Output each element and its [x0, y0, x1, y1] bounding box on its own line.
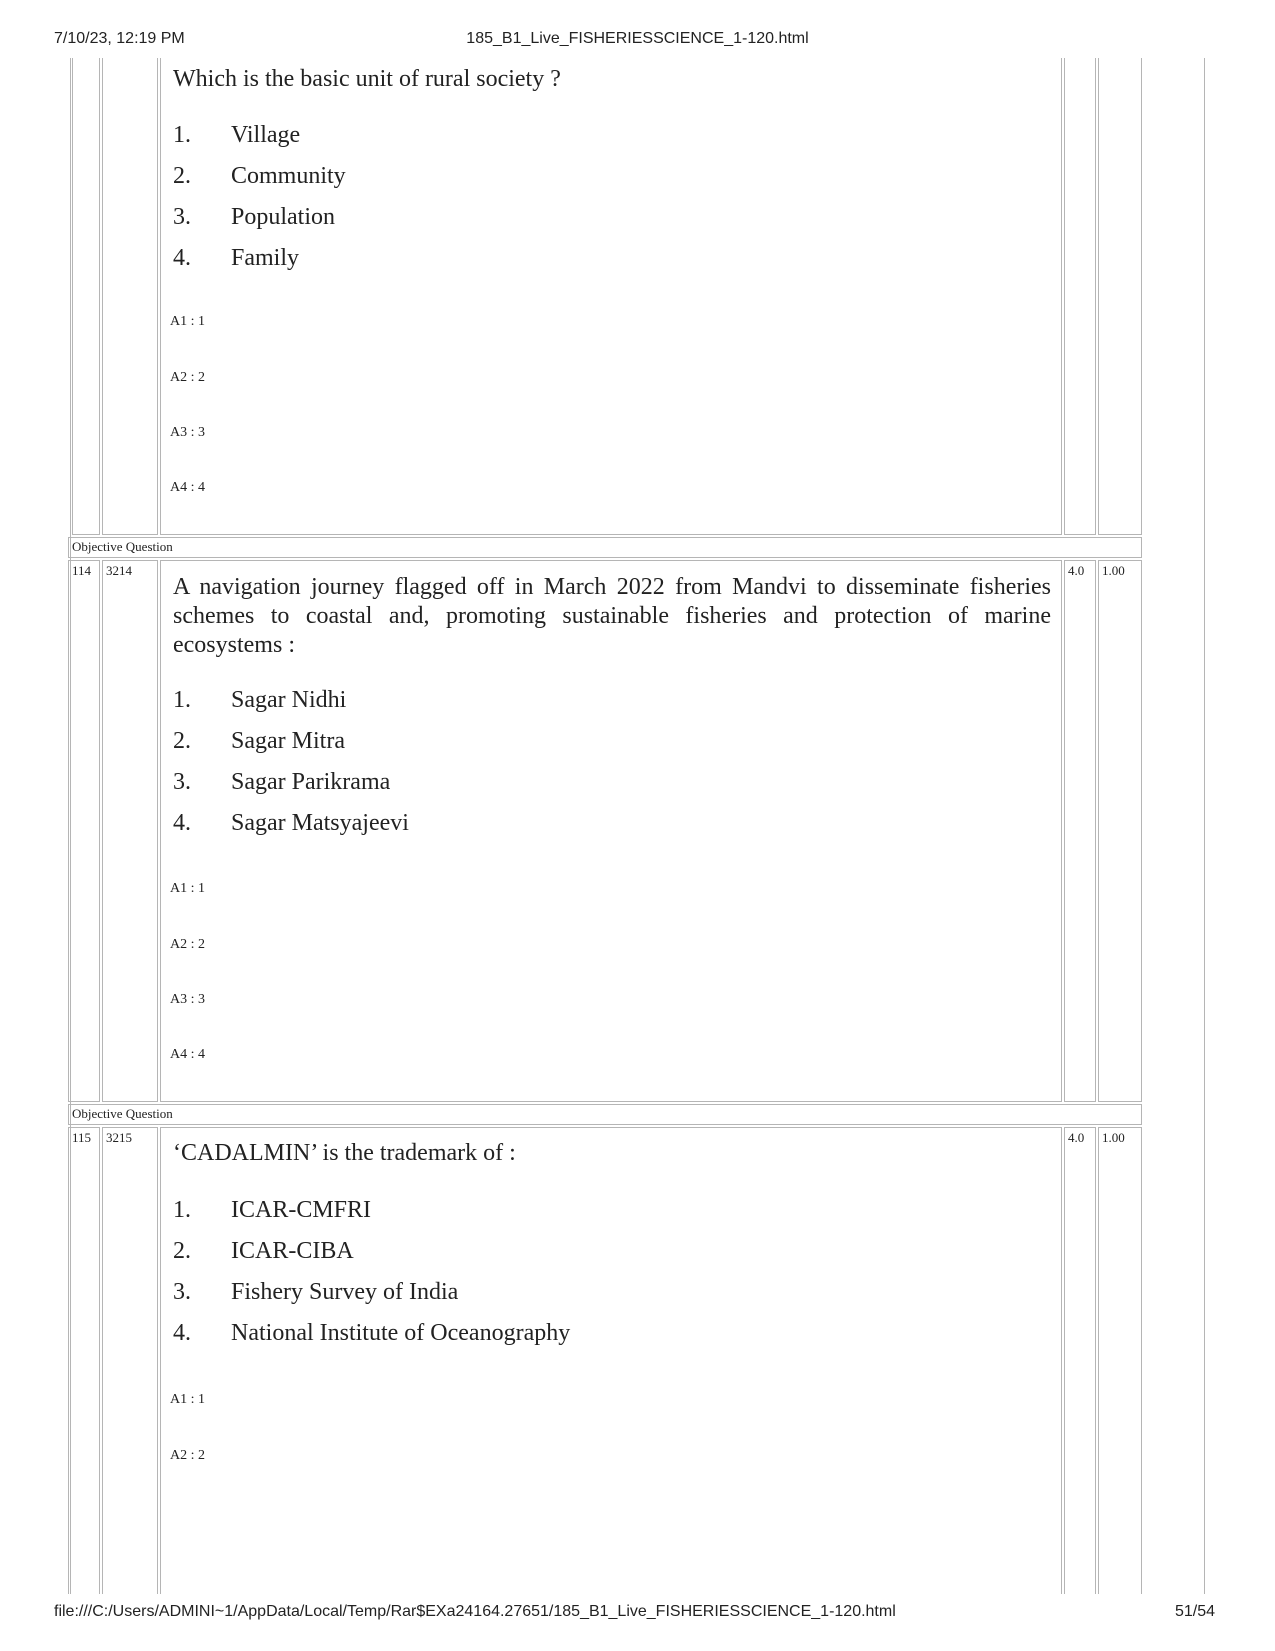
print-document-title: 185_B1_Live_FISHERIESSCIENCE_1-120.html	[466, 30, 809, 47]
negative-marks-cell	[1098, 1127, 1142, 1594]
option-text: Sagar Parikrama	[231, 769, 391, 795]
negative-marks-cell	[1098, 58, 1142, 535]
question-serial-number: 114	[72, 563, 92, 578]
question-cell	[160, 1127, 1062, 1594]
qid-cell	[102, 1127, 158, 1594]
option-number: 1.	[173, 122, 191, 148]
question-marks: 4.0	[1068, 1130, 1085, 1145]
option-item	[173, 809, 409, 850]
option-item	[173, 121, 346, 162]
question-type-row	[68, 537, 1142, 558]
option-item	[173, 1319, 570, 1360]
option-item	[173, 244, 346, 285]
option-list	[173, 121, 346, 285]
answer-key: A4 : 4	[170, 1047, 205, 1062]
option-number: 3.	[173, 769, 191, 795]
option-item	[173, 203, 346, 244]
option-item	[173, 162, 346, 203]
option-number: 1.	[173, 687, 191, 713]
option-number: 2.	[173, 1238, 191, 1264]
option-number: 2.	[173, 728, 191, 754]
answer-key: A2 : 2	[170, 1448, 205, 1463]
option-number: 4.	[173, 1320, 191, 1346]
qid-cell	[102, 58, 158, 535]
option-text: Village	[231, 122, 301, 148]
question-table	[70, 58, 1205, 1594]
option-text: Population	[231, 204, 336, 230]
option-text: Family	[231, 245, 300, 271]
option-number: 3.	[173, 1279, 191, 1305]
answer-key: A1 : 1	[170, 314, 205, 329]
option-text: Sagar Mitra	[231, 728, 345, 754]
question-type-label: Objective Question	[72, 539, 173, 554]
question-id: 3214	[106, 563, 132, 578]
question-type-label: Objective Question	[72, 1106, 173, 1121]
question-marks: 4.0	[1068, 563, 1085, 578]
option-number: 1.	[173, 1197, 191, 1223]
answer-key: A3 : 3	[170, 425, 205, 440]
marks-cell	[1064, 58, 1096, 535]
option-text: Sagar Nidhi	[231, 687, 347, 713]
print-file-path: file:///C:/Users/ADMINI~1/AppData/Local/Temp/Rar$EXa24164.27651/185_B1_Live_FISHERIESSCIENCE_1-120.html	[54, 1603, 896, 1620]
option-text: Sagar Matsyajeevi	[231, 810, 409, 836]
option-list	[173, 686, 409, 850]
option-number: 4.	[173, 810, 191, 836]
option-text: ICAR-CMFRI	[231, 1197, 372, 1223]
negative-marks-cell	[1098, 560, 1142, 1102]
option-item	[173, 1196, 570, 1237]
option-item	[173, 1278, 570, 1319]
option-list	[173, 1196, 570, 1360]
option-number: 3.	[173, 204, 191, 230]
option-text: ICAR-CIBA	[231, 1238, 354, 1264]
marks-cell	[1064, 1127, 1096, 1594]
answer-key: A1 : 1	[170, 881, 205, 896]
option-item	[173, 1237, 570, 1278]
answer-key: A3 : 3	[170, 992, 205, 1007]
question-type-row	[68, 1104, 1142, 1125]
answer-key: A4 : 4	[170, 480, 205, 495]
print-datetime: 7/10/23, 12:19 PM	[54, 30, 185, 47]
question-text: A navigation journey flagged off in March 2022 from Mandvi to disseminate fisheries schemes to coastal and, promoting sustainable fisheries and protection of marine ecosystems :	[173, 574, 1051, 658]
negative-marks: 1.00	[1102, 1130, 1125, 1145]
question-serial-number: 115	[72, 1130, 92, 1145]
table-right-border	[1204, 58, 1205, 1594]
option-text: Community	[231, 163, 346, 189]
page-number: 51/54	[1174, 1603, 1215, 1620]
sno-cell	[68, 560, 100, 1102]
question-text: ‘CADALMIN’ is the trademark of :	[173, 1140, 516, 1166]
option-item	[173, 686, 409, 727]
option-number: 2.	[173, 163, 191, 189]
negative-marks: 1.00	[1102, 563, 1125, 578]
qid-cell	[102, 560, 158, 1102]
answer-key: A2 : 2	[170, 370, 205, 385]
question-cell	[160, 58, 1062, 535]
answer-key: A1 : 1	[170, 1392, 205, 1407]
option-item	[173, 768, 409, 809]
option-item	[173, 727, 409, 768]
option-text: Fishery Survey of India	[231, 1279, 459, 1305]
answer-key: A2 : 2	[170, 937, 205, 952]
sno-cell	[68, 1127, 100, 1594]
option-text: National Institute of Oceanography	[231, 1320, 571, 1346]
marks-cell	[1064, 560, 1096, 1102]
question-cell	[160, 560, 1062, 1102]
sno-cell	[72, 58, 100, 535]
question-id: 3215	[106, 1130, 132, 1145]
option-number: 4.	[173, 245, 191, 271]
question-text: Which is the basic unit of rural society ?	[173, 66, 561, 92]
